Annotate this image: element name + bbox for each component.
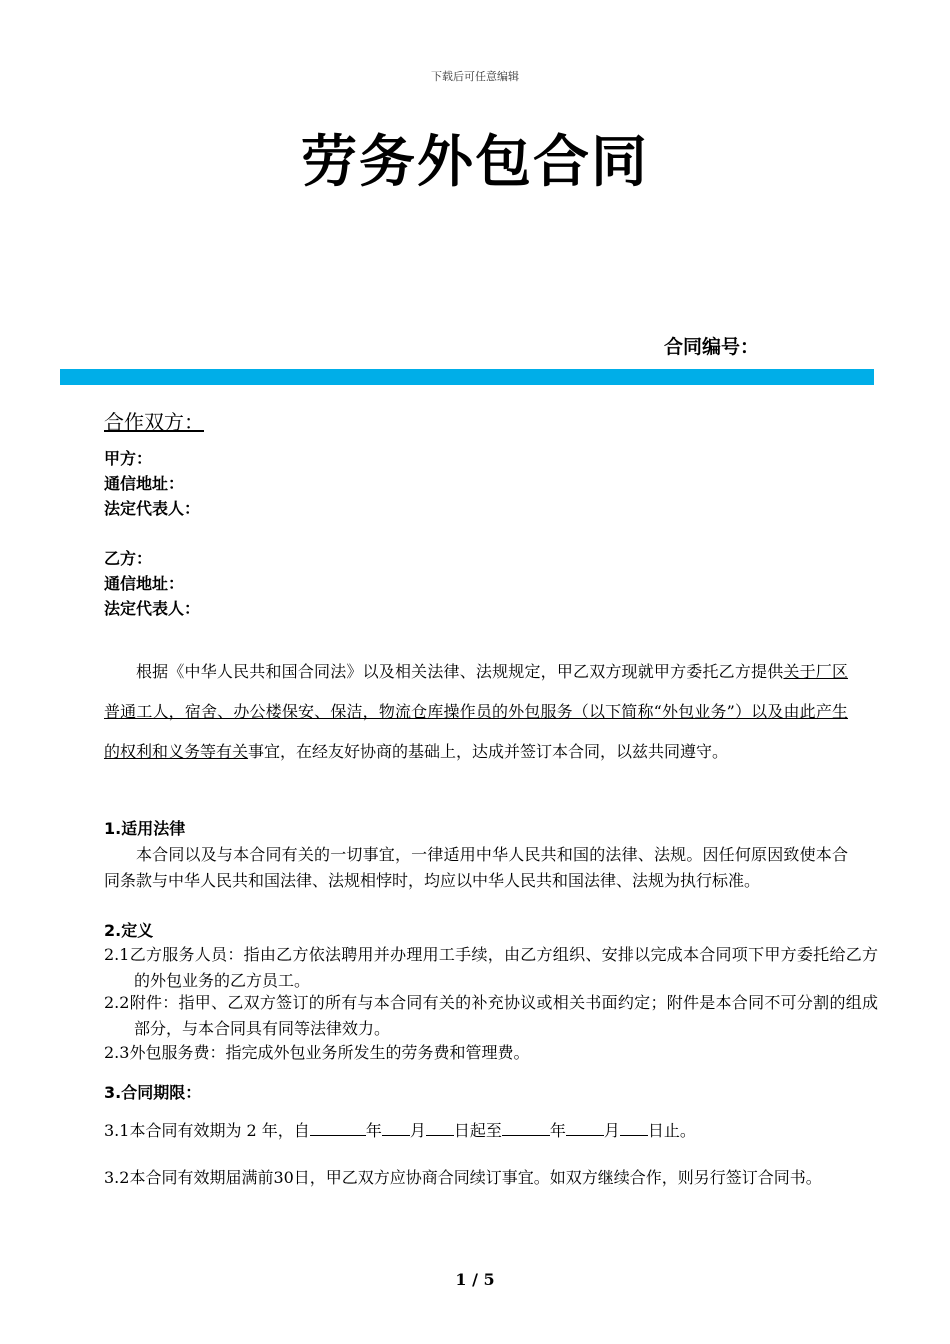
- parties-heading: 合作双方：: [104, 410, 204, 434]
- document-title: 劳务外包合同: [301, 129, 649, 195]
- intro-paragraph: [104, 652, 848, 772]
- start-month-blank[interactable]: [382, 1119, 410, 1136]
- section-3-1-text: [104, 1118, 848, 1144]
- section-1-text: 本合同以及与本合同有关的一切事宜，一律适用中华人民共和国的法律、法规。因任何原因致使本合同条款与中华人民共和国法律、法规相悖时，均应以中华人民共和国法律、法规为执行标准。: [104, 845, 848, 890]
- term-day-2: 日止。: [647, 1121, 696, 1140]
- section-3-heading: 3.合同期限：: [104, 1083, 202, 1102]
- intro-text-1: 根据《中华人民共和国合同法》以及相关法律、法规规定，甲乙双方现就甲方委托乙方提供: [136, 662, 784, 681]
- section-1-heading: 1.适用法律: [104, 819, 186, 838]
- start-year-blank[interactable]: [310, 1119, 366, 1136]
- party-b-rep-label: 法定代表人：: [104, 599, 201, 618]
- term-prefix: 3.1本合同有效期为 2 年，自: [104, 1121, 310, 1140]
- term-month-1: 月: [409, 1121, 426, 1140]
- term-year-2: 年: [549, 1121, 566, 1140]
- section-2-heading: 2.定义: [104, 921, 154, 940]
- term-year-1: 年: [365, 1121, 382, 1140]
- header-note: 下载后可任意编辑: [431, 70, 519, 83]
- section-2-1-text: 2.1乙方服务人员：指由乙方依法聘用并办理用工手续，由乙方组织、安排以完成本合同项下甲方委托给乙方的外包业务的乙方员工。: [104, 945, 878, 990]
- contract-number-label: 合同编号：: [664, 336, 760, 358]
- party-a-address-label: 通信地址：: [104, 474, 185, 493]
- intro-underlined-scope: 关于厂区普通工人，宿舍、办公楼保安、保洁，物流仓库操作员的外包服务（以下简称“外包业务”）以及由此产生的权利和义务等有关: [104, 662, 848, 761]
- section-3-2-text: 3.2本合同有效期届满前30日，甲乙双方应协商合同续订事宜。如双方继续合作，则另行签订合同书。: [104, 1168, 822, 1187]
- end-month-blank[interactable]: [566, 1119, 604, 1136]
- header-divider-bar: [60, 369, 874, 385]
- end-day-blank[interactable]: [620, 1119, 648, 1136]
- intro-text-2: 事宜，在经友好协商的基础上，达成并签订本合同，以兹共同遵守。: [248, 742, 729, 761]
- section-2-2-text: 2.2附件：指甲、乙双方签订的所有与本合同有关的补充协议或相关书面约定；附件是本合同不可分割的组成部分，与本合同具有同等法律效力。: [104, 993, 878, 1038]
- page-number: 1 / 5: [455, 1270, 495, 1289]
- term-month-2: 月: [603, 1121, 620, 1140]
- party-a-rep-label: 法定代表人：: [104, 499, 201, 518]
- section-2-3-text: 2.3外包服务费：指完成外包业务所发生的劳务费和管理费。: [104, 1043, 530, 1062]
- term-day-1: 日起至: [453, 1121, 502, 1140]
- party-a-name-label: 甲方：: [104, 449, 153, 468]
- start-day-blank[interactable]: [426, 1119, 454, 1136]
- party-b-name-label: 乙方：: [104, 549, 153, 568]
- end-year-blank[interactable]: [502, 1119, 550, 1136]
- party-b-address-label: 通信地址：: [104, 574, 185, 593]
